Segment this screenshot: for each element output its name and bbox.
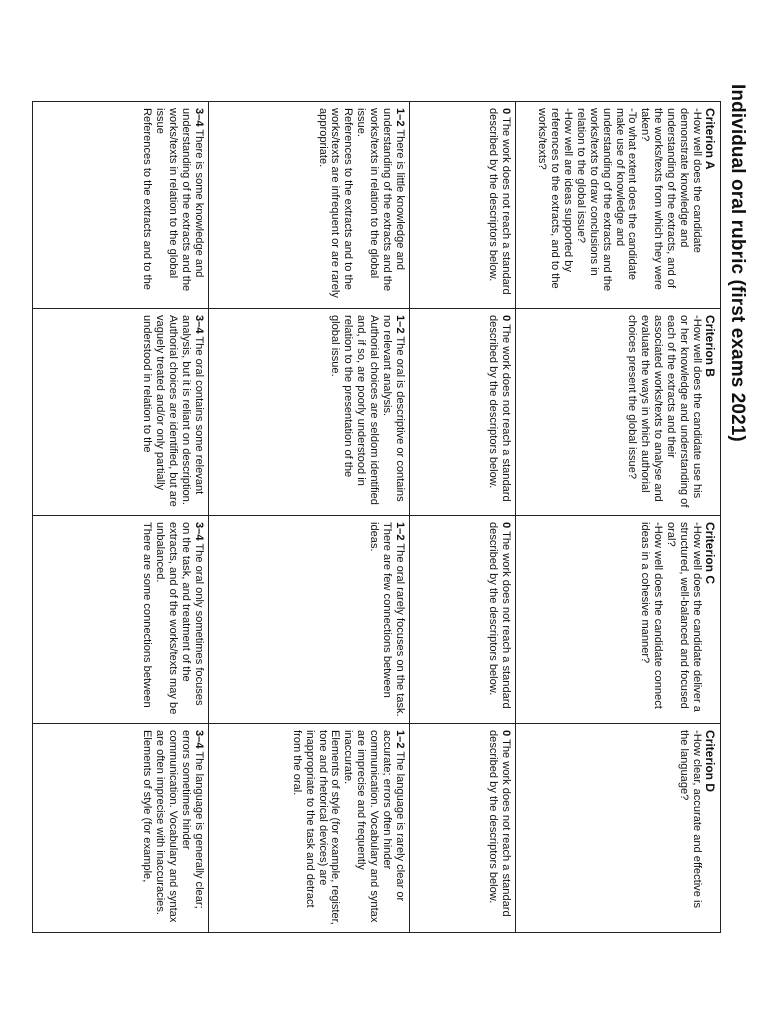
band-descriptor-extra: Elements of style (for example, register, tone and rhetorical devices) are inappropriate to the task and detract from the oral. [290, 730, 342, 925]
band-score: 1–2 [394, 730, 406, 749]
band-score: 3–4 [193, 108, 205, 127]
band-3-4-row [33, 102, 209, 933]
criterion-a-title: Criterion A [703, 108, 717, 170]
band-descriptor: The language is rarely clear or accurate; errors often hinder communication. Vocabulary and syntax are imprecise and frequently inaccurate. [342, 730, 406, 923]
band-descriptor: The oral is descriptive or contains no relevant analysis. [381, 315, 406, 502]
band-score: 1–2 [394, 315, 406, 334]
band-1-2-row [209, 102, 410, 933]
band-descriptor: The oral only sometimes focuses on the task, and treatment of the extracts, and of the works/texts may be unbalanced. [154, 522, 205, 715]
criterion-d-band-1-2 [209, 724, 410, 933]
band-descriptor: The oral rarely focuses on the task. There are few connections between ideas. [368, 522, 406, 717]
band-descriptor: There is little knowledge and understanding of the extracts and the works/texts in relation to the global issue. [355, 108, 406, 292]
criterion-c-question: -How well does the candidate deliver a structured, well-balanced and focused oral? [665, 522, 703, 712]
band-score: 3–4 [193, 522, 205, 541]
criterion-b-band-1-2 [209, 309, 410, 516]
band-score: 0 [500, 315, 512, 322]
criterion-a-band-1-2 [209, 102, 410, 309]
criterion-d-cell [516, 724, 721, 933]
band-descriptor-extra: Authorial choices are seldom identified and, if so, are poorly understood in relation to the presentation of the global issue. [329, 315, 381, 505]
criterion-c-band-1-2 [209, 516, 410, 724]
criterion-d-band-0 [410, 724, 516, 933]
band-descriptor: The language is generally clear; errors sometimes hinder communication. Vocabulary and syntax are often imprecise with inaccuracies. [154, 730, 205, 923]
criterion-a-question: -How well does the candidate demonstrate knowledge and understanding of the extracts, and of the works/texts from which they were taken? [639, 108, 703, 290]
band-score: 1–2 [394, 108, 406, 127]
criterion-c-title: Criterion C [703, 522, 717, 585]
criterion-c-cell [516, 516, 721, 724]
criterion-b-band-0 [410, 309, 516, 516]
band-score: 3–4 [193, 730, 205, 749]
band-descriptor-extra: Elements of style (for example, [141, 730, 154, 883]
band-descriptor: The work does not reach a standard described by the descriptors below. [487, 730, 512, 917]
criterion-a-band-0 [410, 102, 516, 309]
band-descriptor: The work does not reach a standard described by the descriptors below. [487, 315, 512, 502]
band-score: 0 [500, 522, 512, 529]
band-descriptor: There is some knowledge and understanding of the extracts and the works/texts in relation to the global issue [154, 108, 205, 292]
band-score: 1–2 [394, 522, 406, 541]
rubric-table [32, 101, 721, 933]
band-descriptor: The work does not reach a standard described by the descriptors below. [487, 522, 512, 709]
criterion-d-title: Criterion D [703, 730, 717, 793]
band-0-row [410, 102, 516, 933]
criterion-c-band-0 [410, 516, 516, 724]
band-score: 3–4 [193, 315, 205, 334]
band-descriptor-extra: There are some connections between [141, 522, 154, 708]
criterion-a-question: -How well are ideas supported by references to the extracts, and to the works/texts? [536, 108, 574, 289]
band-score: 0 [500, 730, 512, 737]
criterion-a-band-3-4 [33, 102, 209, 309]
page-title: Individual oral rubric (first exams 2021) [727, 84, 748, 442]
band-descriptor-extra: Authorial choices are identified, but are vaguely treated and/or only partially understood in relation to the [141, 315, 180, 507]
criterion-b-title: Criterion B [703, 315, 717, 378]
band-descriptor: The oral contains some relevant analysis, but it is reliant on description. [180, 315, 205, 505]
criterion-c-band-3-4 [33, 516, 209, 724]
criteria-header-row [516, 102, 721, 933]
criterion-b-cell [516, 309, 721, 516]
band-descriptor-extra: References to the extracts and to the works/texts are infrequent or are rarely appropriate. [316, 108, 355, 298]
criterion-d-question: -How clear, accurate and effective is the language? [678, 730, 703, 908]
band-score: 0 [500, 108, 512, 115]
band-descriptor-extra: References to the extracts and to the [141, 108, 154, 290]
criterion-a-cell [516, 102, 721, 309]
criterion-c-question: -How well does the candidate connect ideas in a cohesive manner? [639, 522, 665, 709]
criterion-b-question: -How well does the candidate use his or her knowledge and understanding of each of the extracts and their associated works/texts to analyse and evaluate the ways in which authorial choices present the global issue? [626, 315, 703, 508]
band-descriptor: The work does not reach a standard described by the descriptors below. [487, 108, 512, 295]
criterion-d-band-3-4 [33, 724, 209, 933]
criterion-b-band-3-4 [33, 309, 209, 516]
criterion-a-question: -To what extent does the candidate make use of knowledge and understanding of the extracts and the works/texts to draw conclusions in relation to the global issue? [574, 108, 639, 292]
